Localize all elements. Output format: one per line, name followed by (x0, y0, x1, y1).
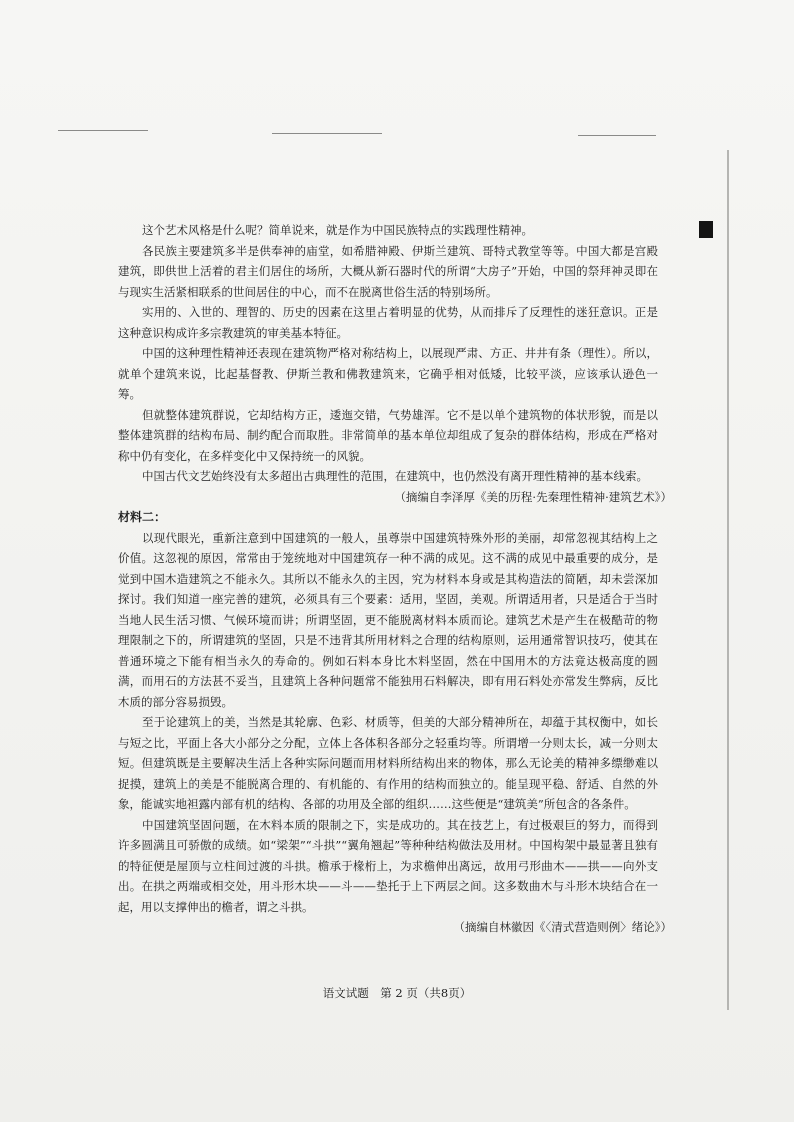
scan-edge-right (727, 150, 729, 1010)
section-heading: 材料二： (118, 510, 167, 524)
paragraph: 这个艺术风格是什么呢？简单说来，就是作为中国民族特点的实践理性精神。 (142, 223, 533, 237)
paragraph: 以现代眼光，重新注意到中国建筑的一般人，虽尊崇中国建筑特殊外形的美丽，却常忽视其结构上之价值。这忽视的原因，常常由于笼统地对中国建筑存一种不满的成见。这不满的成见中最重要的成分，是觉到中国木造建筑之不能永久。其所以不能永久的主因，究为材料本身或是其构造法的简陋，却未尝深加探讨。我们知道一座完善的建筑，必须具有三个要素：适用，坚固，美观。所谓适用者，只是适合于当时当地人民生活习惯、气候环境而讲；所谓坚固，更不能脱离材料本质而论。建筑艺术是产生在极酷苛的物理限制之下的，所谓建筑的坚固，只是不违背其所用材料之合理的结构原则，运用通常智识技巧，使其在普通环境之下能有相当永久的寿命的。例如石料本身比木料坚固，然在中国用木的方法竟达极高度的圆满，而用石的方法甚不妥当，且建筑上各种问题常不能独用石料解决，即有用石料处亦常发生弊病，反比木质的部分容易损毁。 (118, 530, 658, 709)
registration-mark (699, 221, 713, 238)
scan-line-top-left (58, 130, 148, 131)
paragraph: 实用的、入世的、理智的、历史的因素在这里占着明显的优势，从而排斥了反理性的迷狂意识。正是这种意识构成许多宗教建筑的审美基本特征。 (118, 305, 658, 340)
paragraph: 中国的这种理性精神还表现在建筑物严格对称结构上，以展现严肃、方正、井井有条（理性）。所以，就单个建筑来说，比起基督教、伊斯兰教和佛教建筑来，它确乎相对低矮，比较平淡，应该承认逊色一筹。 (118, 346, 658, 401)
scan-line-top-right (578, 135, 656, 136)
scan-line-top-middle (272, 133, 382, 134)
paragraph: 各民族主要建筑多半是供奉神的庙堂，如希腊神殿、伊斯兰建筑、哥特式教堂等等。中国大都是宫殿建筑，即供世上活着的君主们居住的场所，大概从新石器时代的所谓“大房子”开始，中国的祭拜神灵即在与现实生活紧相联系的世间居住的中心，而不在脱离世俗生活的特别场所。 (118, 243, 658, 299)
page-footer: 语文试题 第 2 页（共8页） (322, 986, 472, 1000)
paragraph: 但就整体建筑群说，它却结构方正，逶迤交错，气势雄浑。它不是以单个建筑物的体状形貌，而是以整体建筑群的结构布局、制约配合而取胜。非常简单的基本单位却组成了复杂的群体结构，形成在严格对称中仍有变化，在多样变化中又保持统一的风貌。 (118, 407, 658, 463)
paragraph: 中国建筑坚固问题，在木料本质的限制之下，实是成功的。其在技艺上，有过极艰巨的努力，而得到许多圆满且可骄傲的成绩。如“梁架”“斗拱”“翼角翘起”等种种结构做法及用材。中国构架中最显著且独有的特征便是屋顶与立柱间过渡的斗拱。檐承于椽桁上，为求檐伸出离远，故用弓形曲木——拱——向外支出。在拱之两端或相交处，用斗形木块——斗——垫托于上下两层之间。这多数曲木与斗形木块结合在一起，用以支撑伸出的檐者，谓之斗拱。 (118, 817, 658, 914)
paragraph: 中国古代文艺始终没有太多超出古典理性的范围，在建筑中，也仍然没有离开理性精神的基本线索。 (142, 469, 648, 483)
document-body (118, 220, 672, 938)
paragraph: 至于论建筑上的美，当然是其轮廓、色彩、材质等，但美的大部分精神所在，却蕴于其权衡中，如长与短之比，平面上各大小部分之分配，立体上各体积各部分之轻重均等。所谓增一分则太长，减一分则太短。但建筑既是主要解决生活上各种实际问题而用材料所结构出来的物体，那么无论美的精神多缥缈难以捉摸，建筑上的美是不能脱离合理的、有机能的、有作用的结构而独立的。能呈现平稳、舒适、自然的外象，能诚实地袒露内部有机的结构、各部的功用及全部的组织……这些便是“建筑美”所包含的各条件。 (118, 715, 658, 811)
source-citation: （摘编自林徽因《〈清式营造则例〉绪论》） (453, 920, 672, 934)
source-citation: （摘编自李泽厚《美的历程·先秦理性精神·建筑艺术》） (394, 489, 672, 504)
